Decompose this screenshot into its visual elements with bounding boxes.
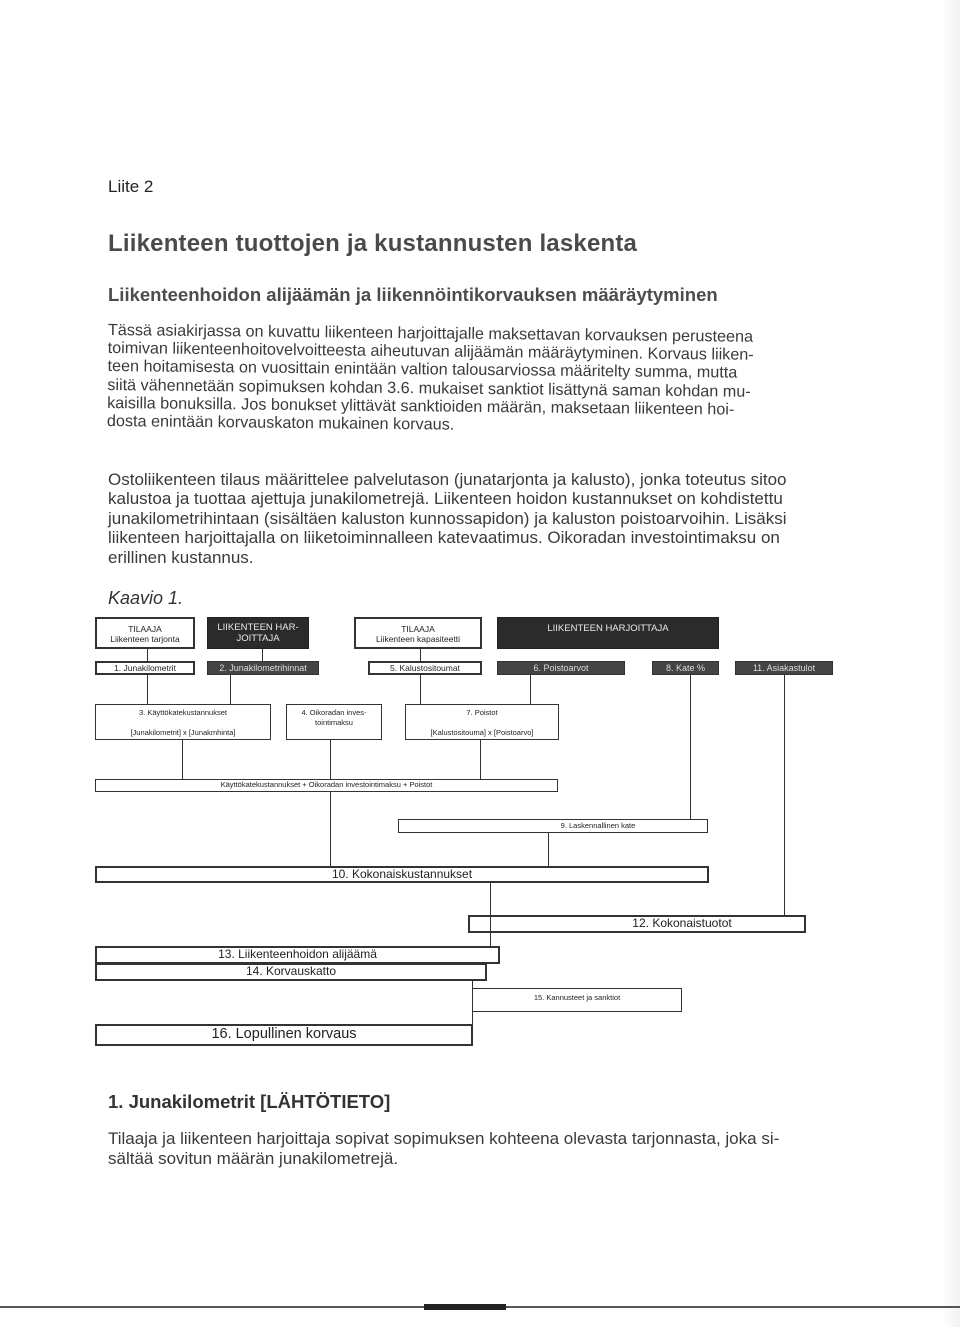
intro-paragraph <box>107 321 808 438</box>
box-10-kokonaiskustannukset: 10. Kokonaiskustannukset <box>95 866 709 883</box>
connector-line <box>530 675 531 704</box>
box-9-laskennallinen-kate: 9. Laskennallinen kate <box>398 819 708 833</box>
box-12-kokonaistuotot: 12. Kokonaistuotot <box>468 915 806 933</box>
box-11-asiakastulot: 11. Asiakastulot <box>735 661 833 675</box>
box-5-kalustositoumat: 5. Kalustositoumat <box>368 661 482 675</box>
box-line: 7. Poistot <box>466 708 498 717</box>
page-bottom-mark <box>424 1304 506 1310</box>
box-line: Liikenteen kapasiteetti <box>375 634 461 644</box>
box-1-junakilometrit: 1. Junakilometrit <box>95 661 195 675</box>
text-line: liikenteen harjoittajalla on liiketoiminnalleen katevaatimus. Oikoradan investointimaksu on <box>108 528 780 548</box>
box-14-korvauskatto: 14. Korvauskatto <box>95 963 487 981</box>
box-harjoittaja-small <box>207 617 309 649</box>
text-line: Tilaaja ja liikenteen harjoittaja sopivat sopimuksen kohteena olevasta tarjonnasta, joka si- <box>108 1129 780 1148</box>
text-line: kalustoa ja tuottaa ajettuja junakilometrejä. Liikenteen hoidon kustannukset on kohdistettu <box>108 489 783 509</box>
box-7-poistot <box>405 704 559 740</box>
text-line: dosta enintään korvauskaton mukainen korvaus. <box>106 412 455 434</box>
text-line: teen hoitamisesta on vuosittain enintään valtion talousarviossa määritelty summa, mutta <box>107 357 738 382</box>
connector-line <box>784 675 785 915</box>
text-line: toimivan liikenteenhoitovelvoitteesta aiheutuvan alijäämän määräytyminen. Korvaus liiken- <box>107 339 754 364</box>
box-line: tointimaksu <box>315 718 353 727</box>
box-15-kannusteet: 15. Kannusteet ja sanktiot <box>472 988 682 1012</box>
connector-line <box>420 675 421 704</box>
box-6-poistoarvot: 6. Poistoarvot <box>497 661 625 675</box>
page-edge-shadow <box>942 0 960 1327</box>
box-line: 3. Käyttökatekustannukset <box>139 708 227 717</box>
box-harjoittaja-wide: LIIKENTEEN HARJOITTAJA <box>497 617 719 649</box>
connector-line <box>147 649 148 661</box>
box-13-alijaama: 13. Liikenteenhoidon alijäämä <box>95 946 500 964</box>
box-line: [Kalustositouma] x [Poistoarvo] <box>430 728 534 737</box>
box-line: 4. Oikoradan inves- <box>301 708 367 717</box>
section-subtitle: Liikenteenhoidon alijäämän ja liikennöintikorvauksen määräytyminen <box>108 284 718 305</box>
page-title: Liikenteen tuottojen ja kustannusten laskenta <box>108 230 638 257</box>
box-3-kayttokatekustannukset <box>95 704 271 740</box>
connector-line <box>480 740 481 779</box>
connector-line <box>262 649 263 661</box>
box-line: TILAAJA <box>128 624 162 634</box>
box-line: TILAAJA <box>401 624 435 634</box>
connector-line <box>690 675 691 819</box>
connector-line <box>330 792 331 866</box>
box-line: JOITTAJA <box>236 633 280 644</box>
connector-line <box>472 981 473 1024</box>
box-line: [Junakilometrit] x [Junakmhinta] <box>130 728 236 737</box>
text-line: Ostoliikenteen tilaus määrittelee palvelutason (junatarjonta ja kalusto), jonka toteutus sitoo <box>108 470 787 489</box>
connector-line <box>330 740 331 779</box>
text-line: Tässä asiakirjassa on kuvattu liikenteen harjoittajalle maksettavan korvauksen perusteena <box>107 321 754 346</box>
text-line: erillinen kustannus. <box>108 547 254 567</box>
text-line: kaisilla bonuksilla. Jos bonukset ylittävät sanktioiden määrän, maksetaan liikenteen hoi- <box>107 393 735 419</box>
text-line: sältää sovitun määrän junakilometrejä. <box>108 1149 399 1168</box>
connector-line <box>182 740 183 779</box>
connector-line <box>420 649 421 661</box>
box-4-investointimaksu <box>286 704 382 740</box>
box-cost-sum: Käyttökatekustannukset + Oikoradan investointimaksu + Poistot <box>95 779 558 792</box>
attachment-label: Liite 2 <box>108 177 154 196</box>
box-16-lopullinen-korvaus: 16. Lopullinen korvaus <box>95 1024 473 1046</box>
connector-line <box>147 675 148 704</box>
connector-line <box>490 883 491 946</box>
box-tilaaja-tarjonta <box>95 617 195 649</box>
diagram-caption: Kaavio 1. <box>108 588 184 608</box>
connector-line <box>230 675 231 704</box>
box-line: LIIKENTEEN HAR- <box>217 622 299 633</box>
section-heading-junakilometrit: 1. Junakilometrit [LÄHTÖTIETO] <box>108 1091 391 1112</box>
box-tilaaja-kapasiteetti <box>354 617 482 649</box>
service-paragraph <box>108 470 808 567</box>
box-line: Liikenteen tarjonta <box>110 634 180 644</box>
section-paragraph <box>108 1129 808 1169</box>
box-8-kate: 8. Kate % <box>652 661 719 675</box>
text-line: siitä vähennetään sopimuksen kohdan 3.6. mukaiset sanktiot lisättynä saman kohdan mu- <box>107 375 751 401</box>
text-line: junakilometrihintaan (sisältäen kaluston kunnossapidon) ja kaluston poistoarvoihin. Lisäksi <box>108 508 787 528</box>
box-2-junakilometrihinnat: 2. Junakilometrihinnat <box>207 661 319 675</box>
connector-line <box>548 833 549 866</box>
